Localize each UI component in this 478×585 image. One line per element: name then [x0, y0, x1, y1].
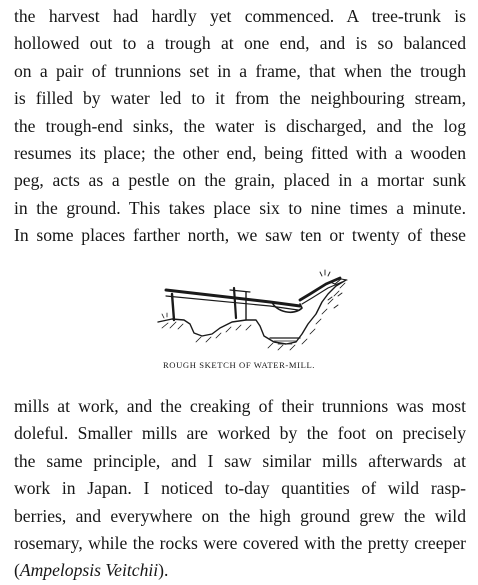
text-line: hollowed out to a trough at one end, and is so balanced — [14, 33, 466, 54]
text-line: on a pair of trunnions set in a frame, that when the trough — [14, 60, 466, 81]
species-name: Ampelopsis Veitchii — [19, 560, 159, 581]
text-line: berries, and everywhere on the high ground grew the wild — [14, 505, 466, 526]
text-line-last — [14, 557, 466, 584]
text-line: the same principle, and I saw similar mills afterwards at — [14, 450, 466, 471]
text-line: mills at work, and the creaking of their trunnions was most — [14, 396, 466, 416]
text-line: the trough-end sinks, the water is discharged, and the log — [14, 115, 466, 136]
text-line: the harvest had hardly yet commenced. A tree-trunk is — [14, 6, 466, 26]
open-paren: ( — [14, 560, 20, 581]
text-line: in the ground. This takes place six to nine times a minute. — [14, 197, 466, 218]
paragraph-bottom — [14, 393, 466, 585]
water-mill-sketch — [150, 256, 350, 356]
text-line: rosemary, while the rocks were covered with the pretty creeper — [14, 533, 466, 554]
figure-caption: ROUGH SKETCH OF WATER-MILL. — [162, 360, 316, 370]
text-line: is filled by water led to it from the neighbouring stream, — [14, 88, 466, 109]
text-line: work in Japan. I noticed to-day quantities of wild rasp- — [14, 478, 466, 499]
text-line: peg, acts as a pestle on the grain, placed in a mortar sunk — [14, 170, 466, 191]
text-line: doleful. Smaller mills are worked by the foot on precisely — [14, 423, 466, 444]
close-paren: ). — [158, 560, 169, 581]
paragraph-top — [14, 3, 466, 250]
text-line: In some places farther north, we saw ten or twenty of these — [14, 225, 466, 246]
text-line: resumes its place; the other end, being fitted with a wooden — [14, 143, 466, 164]
